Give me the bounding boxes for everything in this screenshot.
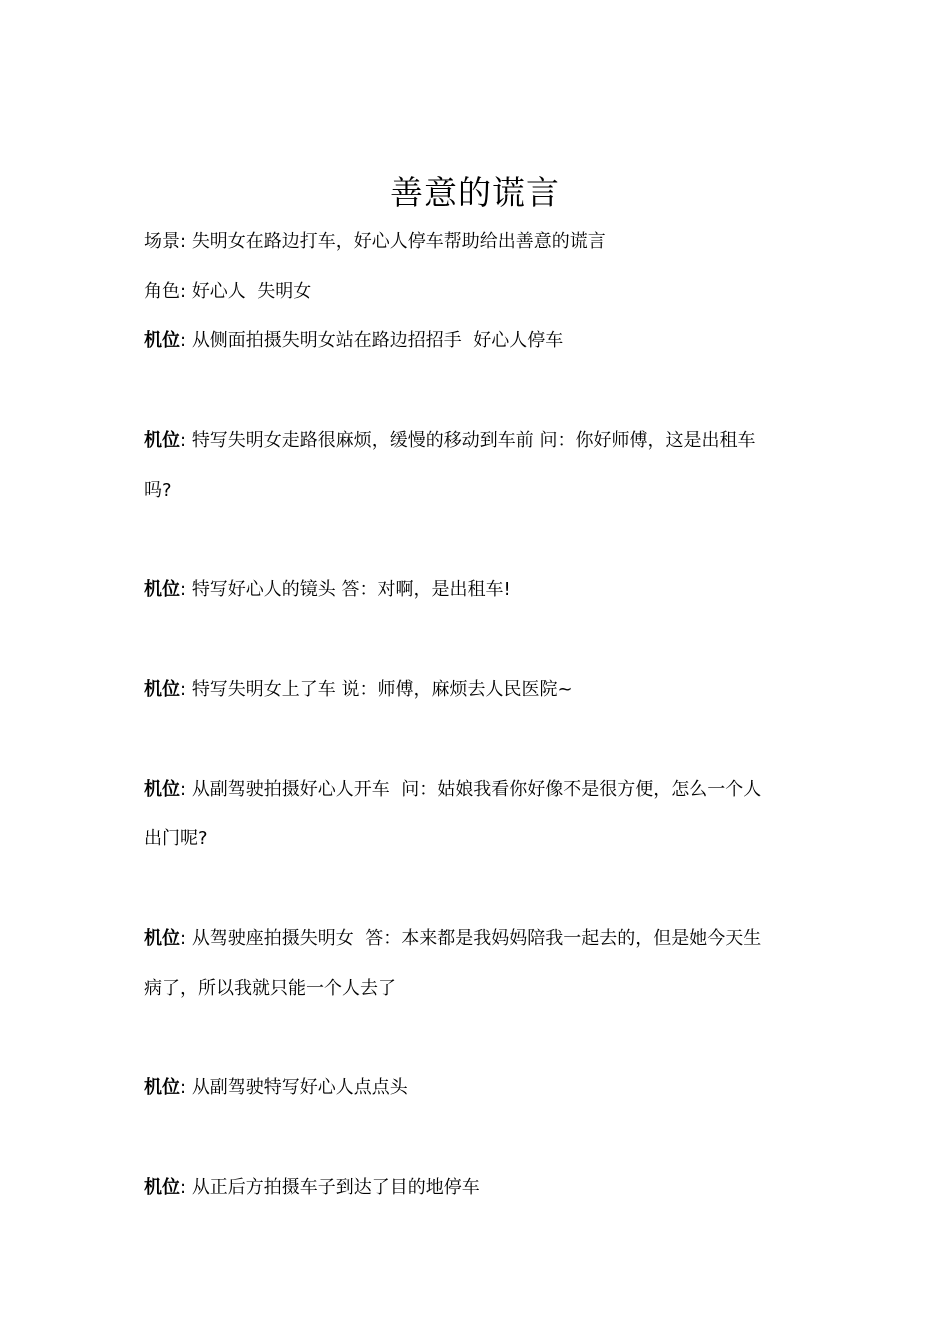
shot-2-separator: : xyxy=(180,430,187,451)
shot-7-text: 从副驾驶特写好心人点点头 xyxy=(191,1077,408,1098)
shot-7-separator: : xyxy=(180,1077,187,1098)
roles-text: 好心人 失明女 xyxy=(191,281,312,302)
shot-3-text: 特写好心人的镜头 答：对啊，是出租车! xyxy=(191,579,511,600)
shot-8-separator: : xyxy=(180,1177,187,1198)
shot-7-line-1 xyxy=(144,1075,824,1101)
shot-2-text: 特写失明女走路很麻烦，缓慢的移动到车前 问：你好师傅，这是出租车 xyxy=(191,430,756,451)
shot-2-label: 机位 xyxy=(144,430,180,451)
shot-5-line-2: 出门呢? xyxy=(144,828,208,849)
shot-8-label: 机位 xyxy=(144,1177,180,1198)
scene-label: 场景 xyxy=(144,231,180,252)
shot-6-line-2: 病了，所以我就只能一个人去了 xyxy=(144,978,396,999)
shot-4-separator: : xyxy=(180,679,187,700)
shot-1-label: 机位 xyxy=(144,330,180,351)
shot-4-line-1 xyxy=(144,677,824,703)
shot-1-line-1 xyxy=(144,328,824,354)
shot-6-text: 从驾驶座拍摄失明女 答：本来都是我妈妈陪我一起去的，但是她今天生 xyxy=(191,928,762,949)
scene-separator: : xyxy=(180,231,187,252)
shot-5-label: 机位 xyxy=(144,779,180,800)
shot-5-separator: : xyxy=(180,779,187,800)
shot-3-label: 机位 xyxy=(144,579,180,600)
roles-line xyxy=(144,279,824,305)
roles-label: 角色 xyxy=(144,281,180,302)
shot-1-text: 从侧面拍摄失明女站在路边招招手 好心人停车 xyxy=(191,330,564,351)
shot-4-label: 机位 xyxy=(144,679,180,700)
shot-8-line-1 xyxy=(144,1175,824,1201)
scene-line xyxy=(144,229,824,255)
shot-7-label: 机位 xyxy=(144,1077,180,1098)
shot-2-line-2: 吗? xyxy=(144,480,172,501)
shot-6-separator: : xyxy=(180,928,187,949)
roles-separator: : xyxy=(180,281,187,302)
shot-5-text: 从副驾驶拍摄好心人开车 问：姑娘我看你好像不是很方便，怎么一个人 xyxy=(191,779,762,800)
shot-6-label: 机位 xyxy=(144,928,180,949)
shot-3-separator: : xyxy=(180,579,187,600)
shot-8-text: 从正后方拍摄车子到达了目的地停车 xyxy=(191,1177,480,1198)
shot-3-line-1 xyxy=(144,577,824,603)
document-title: 善意的谎言 xyxy=(390,173,560,212)
shot-4-text: 特写失明女上了车 说：师傅，麻烦去人民医院~ xyxy=(191,679,573,700)
scene-text: 失明女在路边打车，好心人停车帮助给出善意的谎言 xyxy=(191,231,606,252)
shot-2-line-1 xyxy=(144,428,824,454)
shot-6-line-1 xyxy=(144,926,824,952)
shot-5-line-1 xyxy=(144,777,824,803)
shot-1-separator: : xyxy=(180,330,187,351)
